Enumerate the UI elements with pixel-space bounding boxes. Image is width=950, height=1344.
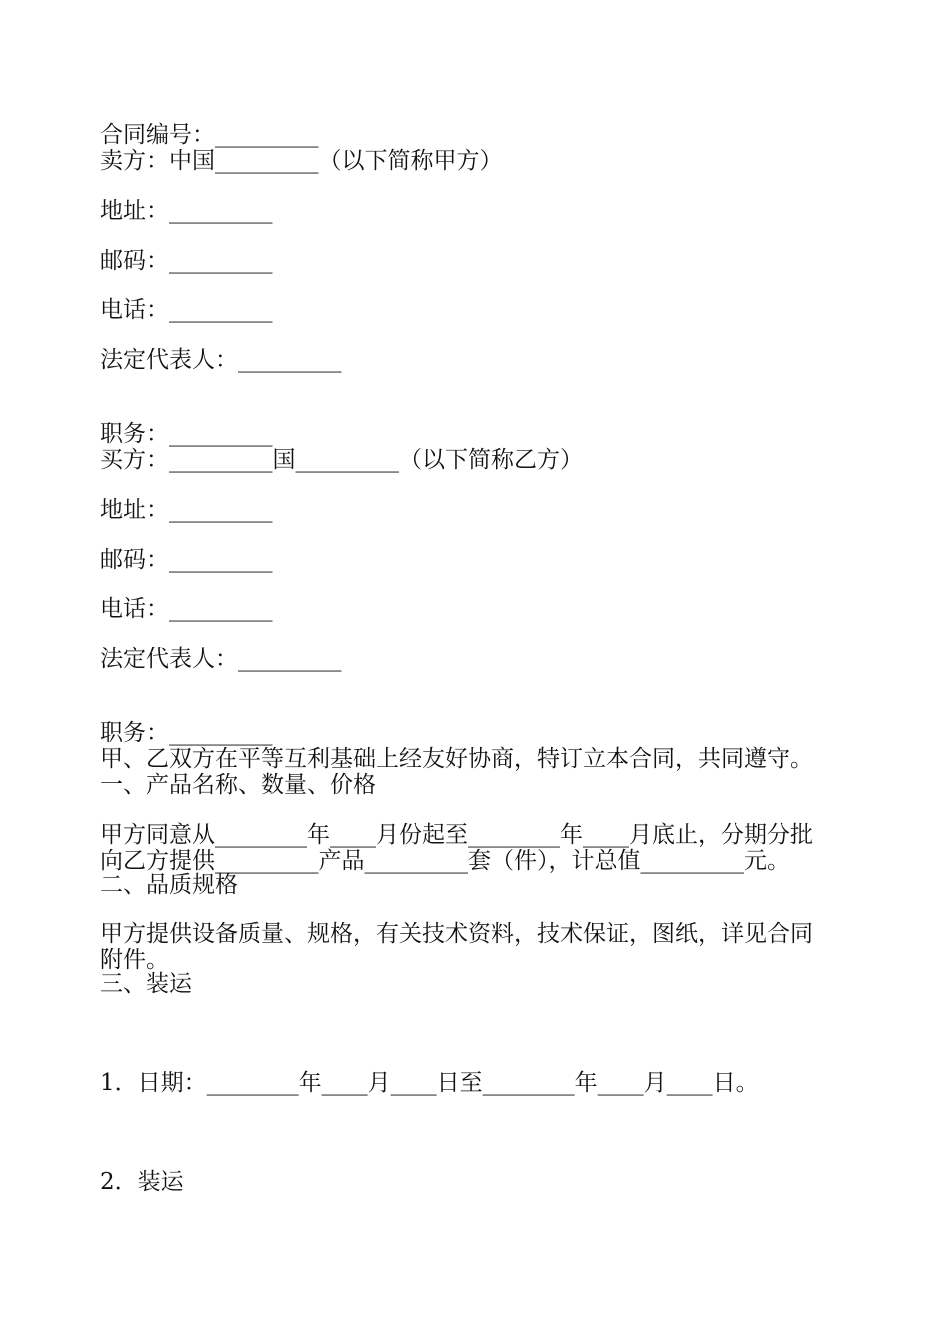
section-2-text-line-2: 附件。 <box>100 947 169 973</box>
buyer-address-line: 地址：_________ <box>100 497 273 523</box>
buyer-postcode-line: 邮码：_________ <box>100 547 273 573</box>
seller-legal-rep-line: 法定代表人：_________ <box>100 347 342 373</box>
buyer-line: 买方：_________国_________（以下简称乙方） <box>100 447 583 473</box>
section-1-heading: 一、产品名称、数量、价格 <box>100 772 376 798</box>
section-2-text-line-1: 甲方提供设备质量、规格，有关技术资料，技术保证，图纸，详见合同 <box>100 921 813 947</box>
buyer-position-line: 职务：_________ <box>100 720 273 746</box>
shipping-item-2: 2．装运 <box>100 1169 184 1195</box>
intro-paragraph: 甲、乙双方在平等互利基础上经友好协商，特订立本合同，共同遵守。 <box>100 746 813 772</box>
seller-line: 卖方：中国_________（以下简称甲方） <box>100 148 503 174</box>
seller-postcode-line: 邮码：_________ <box>100 248 273 274</box>
section-2-heading: 二、品质规格 <box>100 872 238 898</box>
buyer-legal-rep-line: 法定代表人：_________ <box>100 646 342 672</box>
section-1-text-line-2: 向乙方提供_________产品_________套（件），计总值_________元。 <box>100 848 790 874</box>
buyer-phone-line: 电话：_________ <box>100 596 273 622</box>
contract-number-line: 合同编号：_________ <box>100 122 319 148</box>
seller-phone-line: 电话：_________ <box>100 297 273 323</box>
section-3-heading: 三、装运 <box>100 971 192 997</box>
shipping-date-line: 1．日期：________年____月____日至________年____月____日。 <box>100 1070 759 1096</box>
seller-position-line: 职务：_________ <box>100 421 273 447</box>
section-1-text-line-1: 甲方同意从________年____月份起至________年____月底止，分期分批 <box>100 822 813 848</box>
seller-address-line: 地址：_________ <box>100 198 273 224</box>
